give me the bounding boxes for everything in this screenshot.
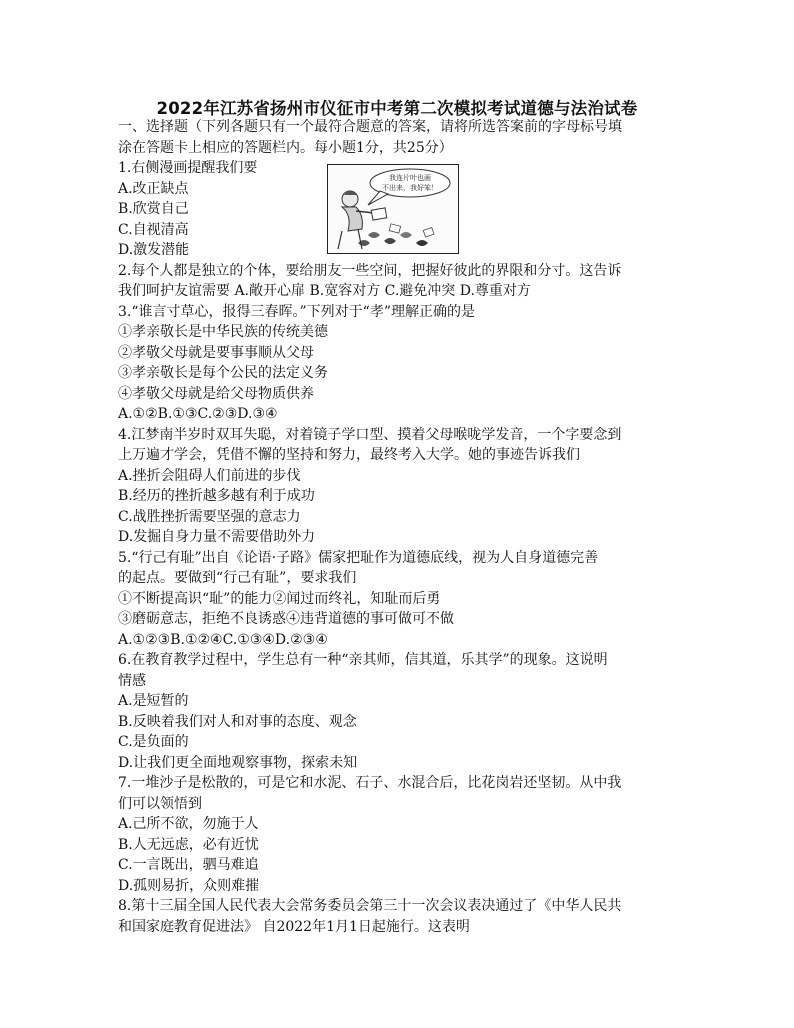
figure-legs <box>338 229 362 249</box>
text-line: ②孝敬父母就是要事事顺从父母 <box>118 344 314 361</box>
leaf-shape <box>416 240 428 246</box>
text-line: ④孝敬父母就是给父母物质供养 <box>118 385 314 402</box>
text-line: 4.江梦南半岁时双耳失聪，对着镜子学口型、摸着父母喉咙学发音，一个字要念到 <box>118 426 622 443</box>
text-line: C.自视清高 <box>118 221 189 238</box>
text-line: 5.“行己有耻”出自《论语·子路》儒家把耻作为道德底线，视为人自身道德完善 <box>118 549 599 566</box>
text-line: D.激发潜能 <box>118 242 190 258</box>
text-line: 6.在教育教学过程中，学生总有一种“亲其师，信其道，乐其学”的现象。这说明 <box>118 652 608 668</box>
text-line: B.人无远虑，必有近忧 <box>118 836 259 853</box>
text-line: 7.一堆沙子是松散的，可是它和水泥、石子、水混合后，比花岗岩还坚韧。从中我 <box>118 775 622 791</box>
text-line: 涂在答题卡上相应的答题栏内。每小题1分，共25分） <box>118 139 453 156</box>
text-line: 8.第十三届全国人民代表大会常务委员会第三十一次会议表决通过了《中华人民共 <box>118 898 622 914</box>
text-line: C.是负面的 <box>118 734 189 750</box>
text-line: A.改正缺点 <box>118 180 189 197</box>
drawing-board <box>371 208 387 220</box>
text-line: C.战胜挫折需要坚强的意志力 <box>118 508 301 525</box>
text-line: 一、选择题（下列各题只有一个最符合题意的答案，请将所选答案前的字母标号填 <box>118 119 622 135</box>
leaf-shape <box>384 238 396 244</box>
text-line: A.挫折会阻碍人们前进的步伐 <box>118 467 301 484</box>
text-line: D.让我们更全面地观察事物，探索未知 <box>118 754 358 771</box>
crumpled-paper <box>389 224 400 233</box>
speech-bubble-tail <box>368 191 388 205</box>
crumpled-paper <box>423 227 434 237</box>
speech-text-line2: 不出来，我好笨！ <box>382 184 438 192</box>
text-line: A.是短暂的 <box>118 693 189 709</box>
cartoon-drawing <box>328 165 458 253</box>
text-line: D.孤则易折，众则难摧 <box>118 877 260 894</box>
text-line: 1.右侧漫画提醒我们要 <box>118 160 258 176</box>
text-line: ①不断提高识“耻”的能力②闻过而终礼，知耻而后勇 <box>118 590 441 607</box>
text-line: ③磨砺意志，拒绝不良诱惑④违背道德的事可做可不做 <box>118 611 454 627</box>
text-line: 我们呵护友谊需要 A.敞开心扉 B.宽容对方 C.避免冲突 D.尊重对方 <box>118 283 531 299</box>
text-line: ③孝亲敬长是每个公民的法定义务 <box>118 365 328 381</box>
text-line: 上万遍才学会，凭借不懈的坚持和努力，最终考入大学。她的事迹告诉我们 <box>118 447 580 463</box>
cartoon-illustration <box>327 164 459 254</box>
text-line: C.一言既出，驷马难追 <box>118 857 259 873</box>
leaf-shape <box>400 232 412 238</box>
text-line: 3.“谁言寸草心，报得三春晖。”下列对于“孝”理解正确的是 <box>118 303 475 320</box>
exam-title: 2022年江苏省扬州市仪征市中考第二次模拟考试道德与法治试卷 <box>156 99 638 118</box>
text-line: B.反映着我们对人和对事的态度、观念 <box>118 713 357 730</box>
text-line: D.发掘自身力量不需要借助外力 <box>118 529 316 545</box>
text-line: A.①②③B.①②④C.①③④D.②③④ <box>118 631 328 648</box>
text-line: ①孝亲敬长是中华民族的传统美德 <box>118 324 328 340</box>
text-line: B.经历的挫折越多越有利于成功 <box>118 488 315 504</box>
text-line: 的起点。要做到“行己有耻”，要求我们 <box>118 570 357 586</box>
figure-body <box>342 207 362 231</box>
text-line: A.己所不欲，勿施于人 <box>118 816 259 832</box>
text-line: 2.每个人都是独立的个体，要给朋友一些空间，把握好彼此的界限和分寸。这告诉 <box>118 262 622 279</box>
text-line: A.①②B.①③C.②③D.③④ <box>118 406 278 422</box>
leaf-shape <box>368 232 380 238</box>
speech-text-line1: 我连片叶也画 <box>389 174 431 182</box>
text-line: 们可以领悟到 <box>118 795 202 812</box>
text-line: 和国家庭教育促进法》 自2022年1月1日起施行。这表明 <box>118 918 470 935</box>
text-line: 情感 <box>118 672 146 689</box>
text-line: B.欣赏自己 <box>118 201 189 217</box>
